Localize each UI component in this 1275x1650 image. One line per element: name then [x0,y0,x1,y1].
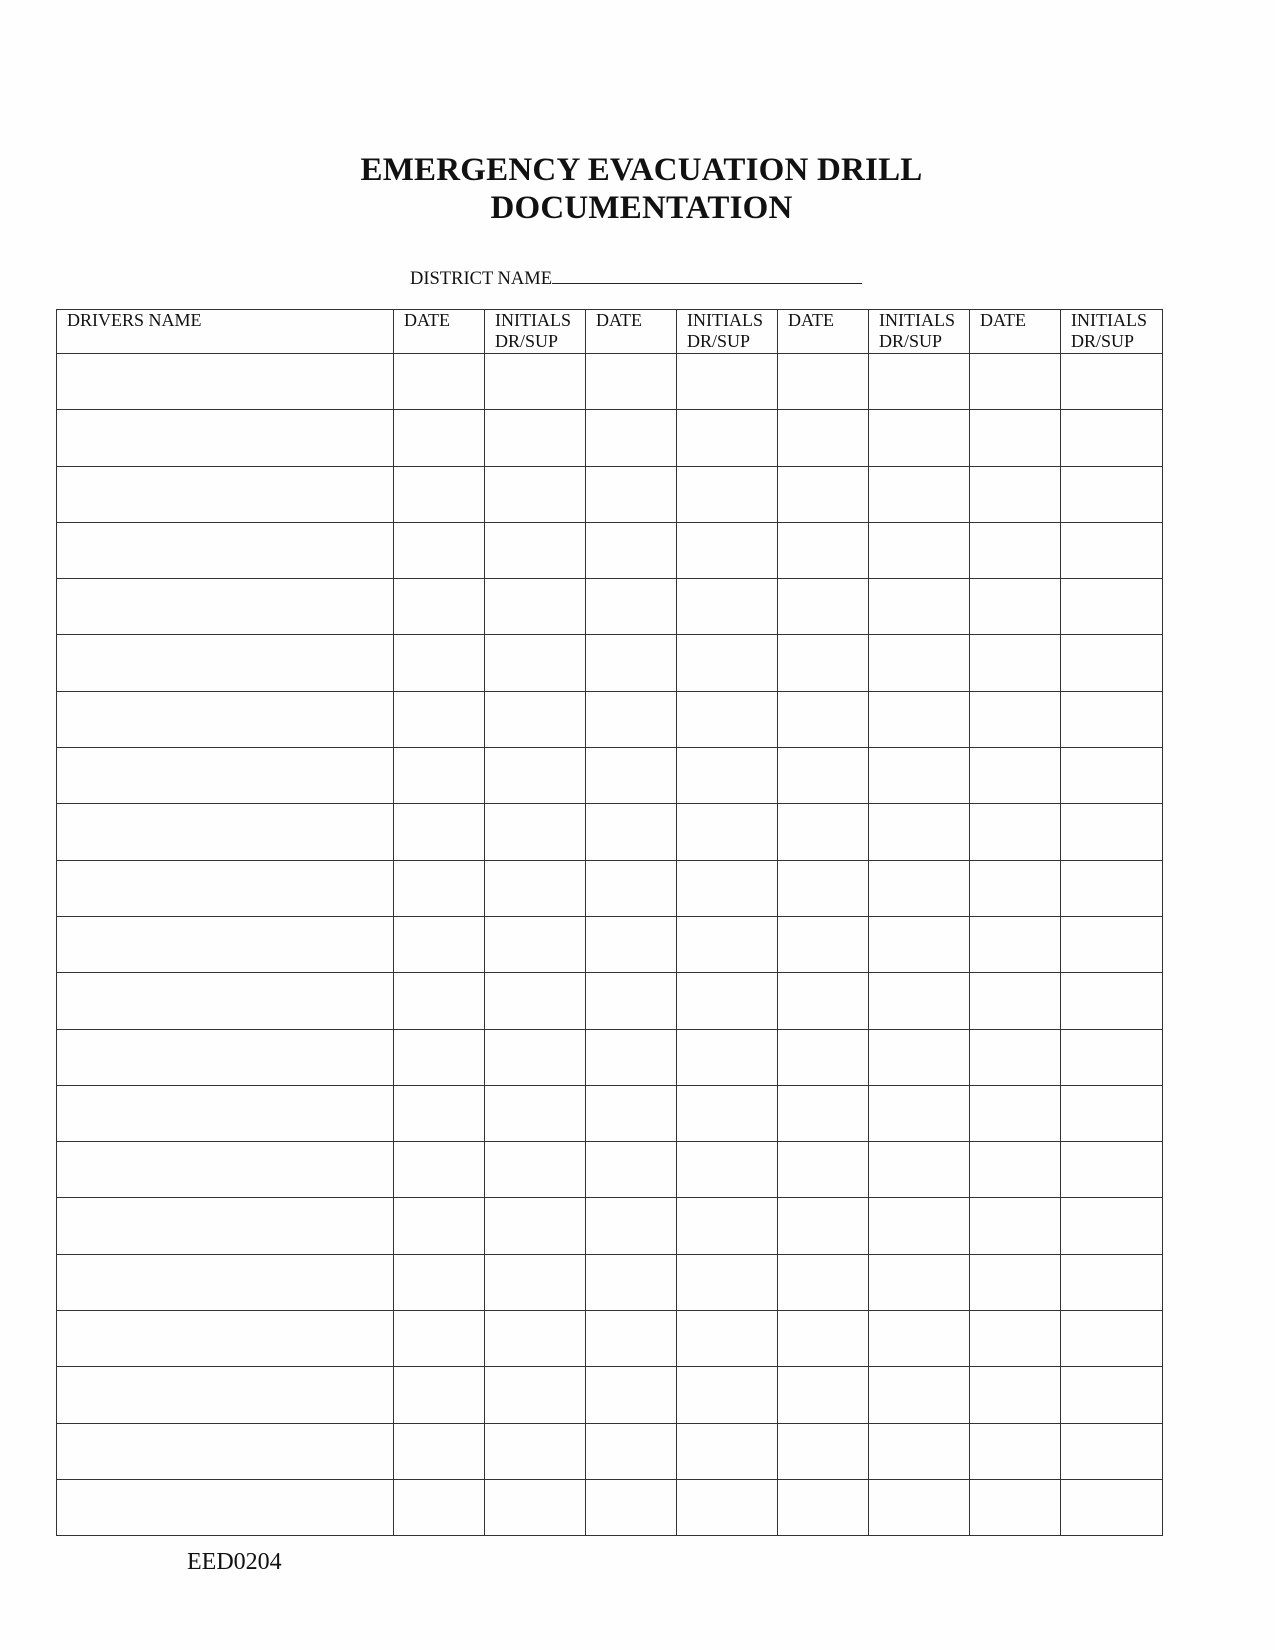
date-cell[interactable] [778,1479,869,1535]
date-cell[interactable] [778,860,869,916]
initials-cell[interactable] [869,1423,970,1479]
initials-cell[interactable] [869,466,970,522]
date-cell[interactable] [778,691,869,747]
date-cell[interactable] [970,1254,1061,1310]
date-cell[interactable] [778,1254,869,1310]
date-cell[interactable] [970,1367,1061,1423]
date-cell[interactable] [778,1029,869,1085]
initials-cell[interactable] [869,1311,970,1367]
date-cell[interactable] [778,410,869,466]
table-row [57,1254,1163,1310]
date-cell[interactable] [394,635,485,691]
initials-cell[interactable] [869,354,970,410]
table-row [57,410,1163,466]
initials-cell[interactable] [677,1479,778,1535]
date-cell[interactable] [394,1311,485,1367]
table-body [57,354,1163,1536]
date-cell[interactable] [394,1029,485,1085]
drivers-name-cell[interactable] [57,1311,394,1367]
date-cell[interactable] [394,1254,485,1310]
column-header-initials: INITIALS DR/SUP [485,310,586,354]
date-cell[interactable] [394,410,485,466]
date-cell[interactable] [778,354,869,410]
date-cell[interactable] [778,1142,869,1198]
date-cell[interactable] [586,1367,677,1423]
initials-cell[interactable] [1061,635,1163,691]
date-cell[interactable] [970,1198,1061,1254]
initials-cell[interactable] [869,804,970,860]
drivers-name-cell[interactable] [57,635,394,691]
date-cell[interactable] [586,635,677,691]
table-row [57,1423,1163,1479]
table-row [57,1367,1163,1423]
district-name-blank-line[interactable] [552,265,862,284]
initials-cell[interactable] [677,1423,778,1479]
date-cell[interactable] [586,916,677,972]
drivers-name-cell[interactable] [57,804,394,860]
date-cell[interactable] [970,860,1061,916]
initials-cell[interactable] [485,1029,586,1085]
date-cell[interactable] [394,1085,485,1141]
initials-cell[interactable] [677,1029,778,1085]
initials-cell[interactable] [677,410,778,466]
initials-cell[interactable] [1061,1479,1163,1535]
initials-cell[interactable] [677,354,778,410]
date-cell[interactable] [586,973,677,1029]
date-cell[interactable] [394,579,485,635]
initials-cell[interactable] [869,1479,970,1535]
initials-cell[interactable] [677,1367,778,1423]
initials-cell[interactable] [1061,748,1163,804]
initials-cell[interactable] [1061,1198,1163,1254]
initials-cell[interactable] [677,748,778,804]
initials-cell[interactable] [869,1085,970,1141]
initials-cell[interactable] [485,973,586,1029]
district-name-field [410,265,862,290]
date-cell[interactable] [394,1198,485,1254]
date-cell[interactable] [970,410,1061,466]
drivers-name-cell[interactable] [57,410,394,466]
initials-cell[interactable] [485,410,586,466]
initials-cell[interactable] [485,579,586,635]
date-cell[interactable] [778,804,869,860]
initials-cell[interactable] [485,916,586,972]
initials-cell[interactable] [677,804,778,860]
column-header-initials: INITIALS DR/SUP [677,310,778,354]
initials-cell[interactable] [485,1198,586,1254]
initials-cell[interactable] [869,1029,970,1085]
date-cell[interactable] [586,1311,677,1367]
initials-cell[interactable] [677,1085,778,1141]
district-name-label: DISTRICT NAME [410,269,553,289]
date-cell[interactable] [970,1029,1061,1085]
initials-cell[interactable] [1061,1029,1163,1085]
date-cell[interactable] [586,522,677,578]
form-code: EED0204 [187,1549,282,1575]
initials-cell[interactable] [485,1254,586,1310]
table-header-row [57,310,1163,354]
table-row [57,973,1163,1029]
date-cell[interactable] [778,466,869,522]
initials-cell[interactable] [869,748,970,804]
date-cell[interactable] [970,804,1061,860]
date-cell[interactable] [586,860,677,916]
initials-cell[interactable] [1061,1423,1163,1479]
initials-cell[interactable] [869,1254,970,1310]
date-cell[interactable] [586,1085,677,1141]
table-row [57,466,1163,522]
initials-cell[interactable] [485,860,586,916]
date-cell[interactable] [394,860,485,916]
date-cell[interactable] [778,916,869,972]
initials-cell[interactable] [677,691,778,747]
date-cell[interactable] [394,1423,485,1479]
initials-cell[interactable] [869,635,970,691]
initials-cell[interactable] [677,916,778,972]
date-cell[interactable] [970,522,1061,578]
date-cell[interactable] [394,748,485,804]
drivers-name-cell[interactable] [57,1479,394,1535]
date-cell[interactable] [970,973,1061,1029]
drivers-name-cell[interactable] [57,1085,394,1141]
date-cell[interactable] [970,748,1061,804]
initials-cell[interactable] [677,1311,778,1367]
initials-cell[interactable] [1061,466,1163,522]
table-row [57,354,1163,410]
date-cell[interactable] [778,522,869,578]
table-row [57,916,1163,972]
table-row [57,579,1163,635]
drivers-name-cell[interactable] [57,522,394,578]
date-cell[interactable] [394,1479,485,1535]
date-cell[interactable] [394,916,485,972]
column-header-initials: INITIALS DR/SUP [869,310,970,354]
initials-cell[interactable] [1061,691,1163,747]
table-row [57,522,1163,578]
date-cell[interactable] [586,1254,677,1310]
initials-cell[interactable] [677,973,778,1029]
initials-cell[interactable] [1061,1254,1163,1310]
initials-cell[interactable] [485,1423,586,1479]
date-cell[interactable] [970,1085,1061,1141]
date-cell[interactable] [586,466,677,522]
drivers-name-cell[interactable] [57,1423,394,1479]
initials-cell[interactable] [869,691,970,747]
initials-cell[interactable] [869,1198,970,1254]
initials-cell[interactable] [485,1311,586,1367]
document-title-line-1: EMERGENCY EVACUATION DRILL [360,152,923,188]
drivers-name-cell[interactable] [57,1367,394,1423]
table-row [57,635,1163,691]
initials-cell[interactable] [677,579,778,635]
initials-cell[interactable] [1061,522,1163,578]
date-cell[interactable] [586,1029,677,1085]
date-cell[interactable] [970,691,1061,747]
initials-cell[interactable] [485,1142,586,1198]
table-row [57,860,1163,916]
initials-cell[interactable] [1061,973,1163,1029]
date-cell[interactable] [778,635,869,691]
date-cell[interactable] [970,354,1061,410]
initials-cell[interactable] [1061,1367,1163,1423]
date-cell[interactable] [394,691,485,747]
date-cell[interactable] [778,1367,869,1423]
date-cell[interactable] [970,1311,1061,1367]
drivers-name-cell[interactable] [57,354,394,410]
initials-cell[interactable] [1061,1311,1163,1367]
date-cell[interactable] [586,410,677,466]
drill-log-table [56,309,1163,1536]
column-header-date: DATE [778,310,869,354]
initials-cell[interactable] [677,635,778,691]
initials-cell[interactable] [1061,410,1163,466]
initials-cell[interactable] [677,466,778,522]
drivers-name-cell[interactable] [57,860,394,916]
date-cell[interactable] [394,354,485,410]
initials-cell[interactable] [485,466,586,522]
table-row [57,1198,1163,1254]
date-cell[interactable] [586,579,677,635]
initials-cell[interactable] [869,1367,970,1423]
column-header-date: DATE [970,310,1061,354]
initials-cell[interactable] [485,1085,586,1141]
date-cell[interactable] [394,804,485,860]
initials-cell[interactable] [485,748,586,804]
date-cell[interactable] [970,635,1061,691]
column-header-date: DATE [394,310,485,354]
drivers-name-cell[interactable] [57,466,394,522]
date-cell[interactable] [586,691,677,747]
date-cell[interactable] [970,579,1061,635]
initials-cell[interactable] [677,1142,778,1198]
date-cell[interactable] [778,748,869,804]
date-cell[interactable] [394,522,485,578]
date-cell[interactable] [970,916,1061,972]
initials-cell[interactable] [869,410,970,466]
date-cell[interactable] [970,466,1061,522]
table-row [57,1311,1163,1367]
drivers-name-cell[interactable] [57,973,394,1029]
date-cell[interactable] [394,973,485,1029]
initials-cell[interactable] [1061,804,1163,860]
initials-cell[interactable] [869,860,970,916]
drivers-name-cell[interactable] [57,691,394,747]
date-cell[interactable] [778,1085,869,1141]
initials-cell[interactable] [485,522,586,578]
initials-cell[interactable] [869,579,970,635]
date-cell[interactable] [586,1479,677,1535]
column-header-initials: INITIALS DR/SUP [1061,310,1163,354]
initials-cell[interactable] [677,1198,778,1254]
date-cell[interactable] [394,1367,485,1423]
initials-cell[interactable] [1061,1085,1163,1141]
drivers-name-cell[interactable] [57,916,394,972]
table-row [57,1085,1163,1141]
initials-cell[interactable] [485,1479,586,1535]
drivers-name-cell[interactable] [57,748,394,804]
initials-cell[interactable] [1061,916,1163,972]
date-cell[interactable] [586,354,677,410]
date-cell[interactable] [778,1198,869,1254]
initials-cell[interactable] [869,1142,970,1198]
date-cell[interactable] [970,1142,1061,1198]
initials-cell[interactable] [485,354,586,410]
date-cell[interactable] [970,1479,1061,1535]
date-cell[interactable] [586,1142,677,1198]
initials-cell[interactable] [1061,354,1163,410]
date-cell[interactable] [970,1423,1061,1479]
date-cell[interactable] [778,579,869,635]
date-cell[interactable] [586,1423,677,1479]
column-header-date: DATE [586,310,677,354]
initials-cell[interactable] [485,691,586,747]
table-row [57,1479,1163,1535]
initials-cell[interactable] [869,916,970,972]
date-cell[interactable] [394,466,485,522]
date-cell[interactable] [586,748,677,804]
initials-cell[interactable] [1061,1142,1163,1198]
date-cell[interactable] [394,1142,485,1198]
initials-cell[interactable] [677,1254,778,1310]
initials-cell[interactable] [485,804,586,860]
drivers-name-cell[interactable] [57,1254,394,1310]
date-cell[interactable] [586,804,677,860]
table-row [57,1029,1163,1085]
table-row [57,691,1163,747]
column-header-drivers-name: DRIVERS NAME [57,310,394,354]
table-row [57,804,1163,860]
document-title-line-2: DOCUMENTATION [490,190,793,226]
initials-cell[interactable] [869,973,970,1029]
date-cell[interactable] [778,1423,869,1479]
initials-cell[interactable] [485,1367,586,1423]
table-row [57,1142,1163,1198]
date-cell[interactable] [586,1198,677,1254]
initials-cell[interactable] [677,522,778,578]
drivers-name-cell[interactable] [57,1198,394,1254]
initials-cell[interactable] [1061,860,1163,916]
table-row [57,748,1163,804]
drivers-name-cell[interactable] [57,579,394,635]
initials-cell[interactable] [1061,579,1163,635]
date-cell[interactable] [778,973,869,1029]
initials-cell[interactable] [677,860,778,916]
drivers-name-cell[interactable] [57,1029,394,1085]
initials-cell[interactable] [485,635,586,691]
date-cell[interactable] [778,1311,869,1367]
drivers-name-cell[interactable] [57,1142,394,1198]
initials-cell[interactable] [869,522,970,578]
